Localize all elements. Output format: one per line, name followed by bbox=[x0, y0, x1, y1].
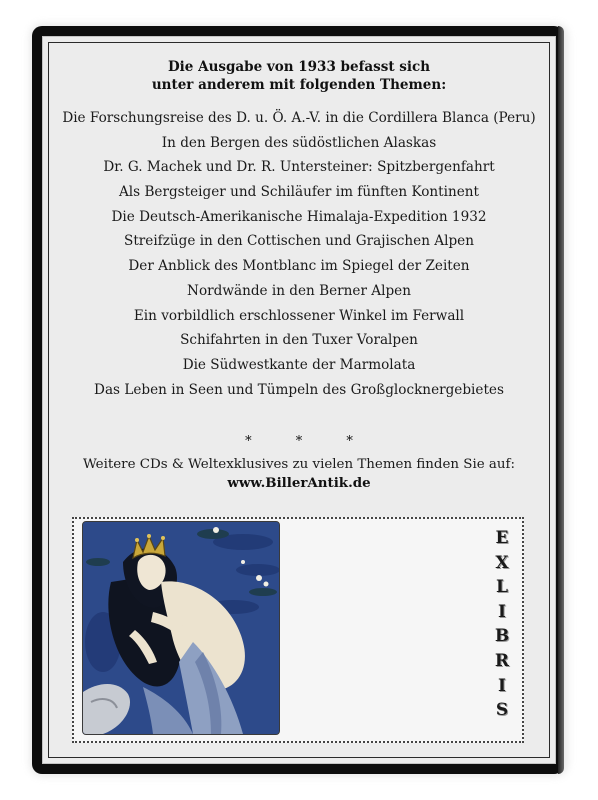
exlibris-letter: R bbox=[494, 650, 510, 671]
heading-line-2: unter anderem mit folgenden Themen: bbox=[151, 77, 447, 93]
case-edge-highlight bbox=[558, 26, 564, 774]
topic-item: Ein vorbildlich erschlossener Winkel im Ferwall bbox=[133, 307, 465, 324]
topic-item: In den Bergen des südöstlichen Alaskas bbox=[161, 134, 437, 151]
exlibris-letter: L bbox=[496, 577, 508, 598]
topic-item: Der Anblick des Montblanc im Spiegel der Zeiten bbox=[128, 258, 470, 275]
more-info-text: Weitere CDs & Weltexklusives zu vielen Themen finden Sie auf: bbox=[82, 457, 515, 472]
topic-item: Die Südwestkante der Marmolata bbox=[182, 356, 416, 373]
heading-line-1: Die Ausgabe von 1933 befasst sich bbox=[167, 59, 431, 75]
topic-item: Die Forschungsreise des D. u. Ö. A.-V. in die Cordillera Blanca (Peru) bbox=[62, 110, 536, 126]
exlibris-letter: I bbox=[498, 601, 506, 622]
topic-item: Das Leben in Seen und Tümpeln des Großglocknergebietes bbox=[94, 381, 504, 398]
exlibris-letter: I bbox=[498, 675, 506, 696]
topic-item: Nordwände in den Berner Alpen bbox=[187, 282, 411, 299]
exlibris-letter: E bbox=[495, 528, 509, 548]
topic-item: Als Bergsteiger und Schiläufer im fünften Kontinent bbox=[118, 184, 480, 201]
exlibris-letter: B bbox=[494, 626, 510, 647]
topic-item: Die Deutsch-Amerikanische Himalaja-Expedition 1932 bbox=[111, 208, 487, 225]
exlibris-vertical-text bbox=[490, 526, 514, 723]
topic-item: Schifahrten in den Tuxer Voralpen bbox=[180, 332, 418, 349]
exlibris-letter: S bbox=[495, 700, 509, 721]
website-link[interactable]: www.BillerAntik.de bbox=[227, 475, 371, 491]
separator-stars: * * * bbox=[245, 434, 373, 449]
topic-list bbox=[42, 106, 556, 402]
topic-item: Streifzüge in den Cottischen und Grajischen Alpen bbox=[124, 233, 474, 250]
topic-item: Dr. G. Machek und Dr. R. Untersteiner: Spitzbergenfahrt bbox=[103, 159, 495, 176]
cover-heading bbox=[42, 58, 556, 94]
exlibris-letter: X bbox=[495, 552, 509, 573]
crowned-woman-illustration-icon bbox=[82, 521, 280, 735]
